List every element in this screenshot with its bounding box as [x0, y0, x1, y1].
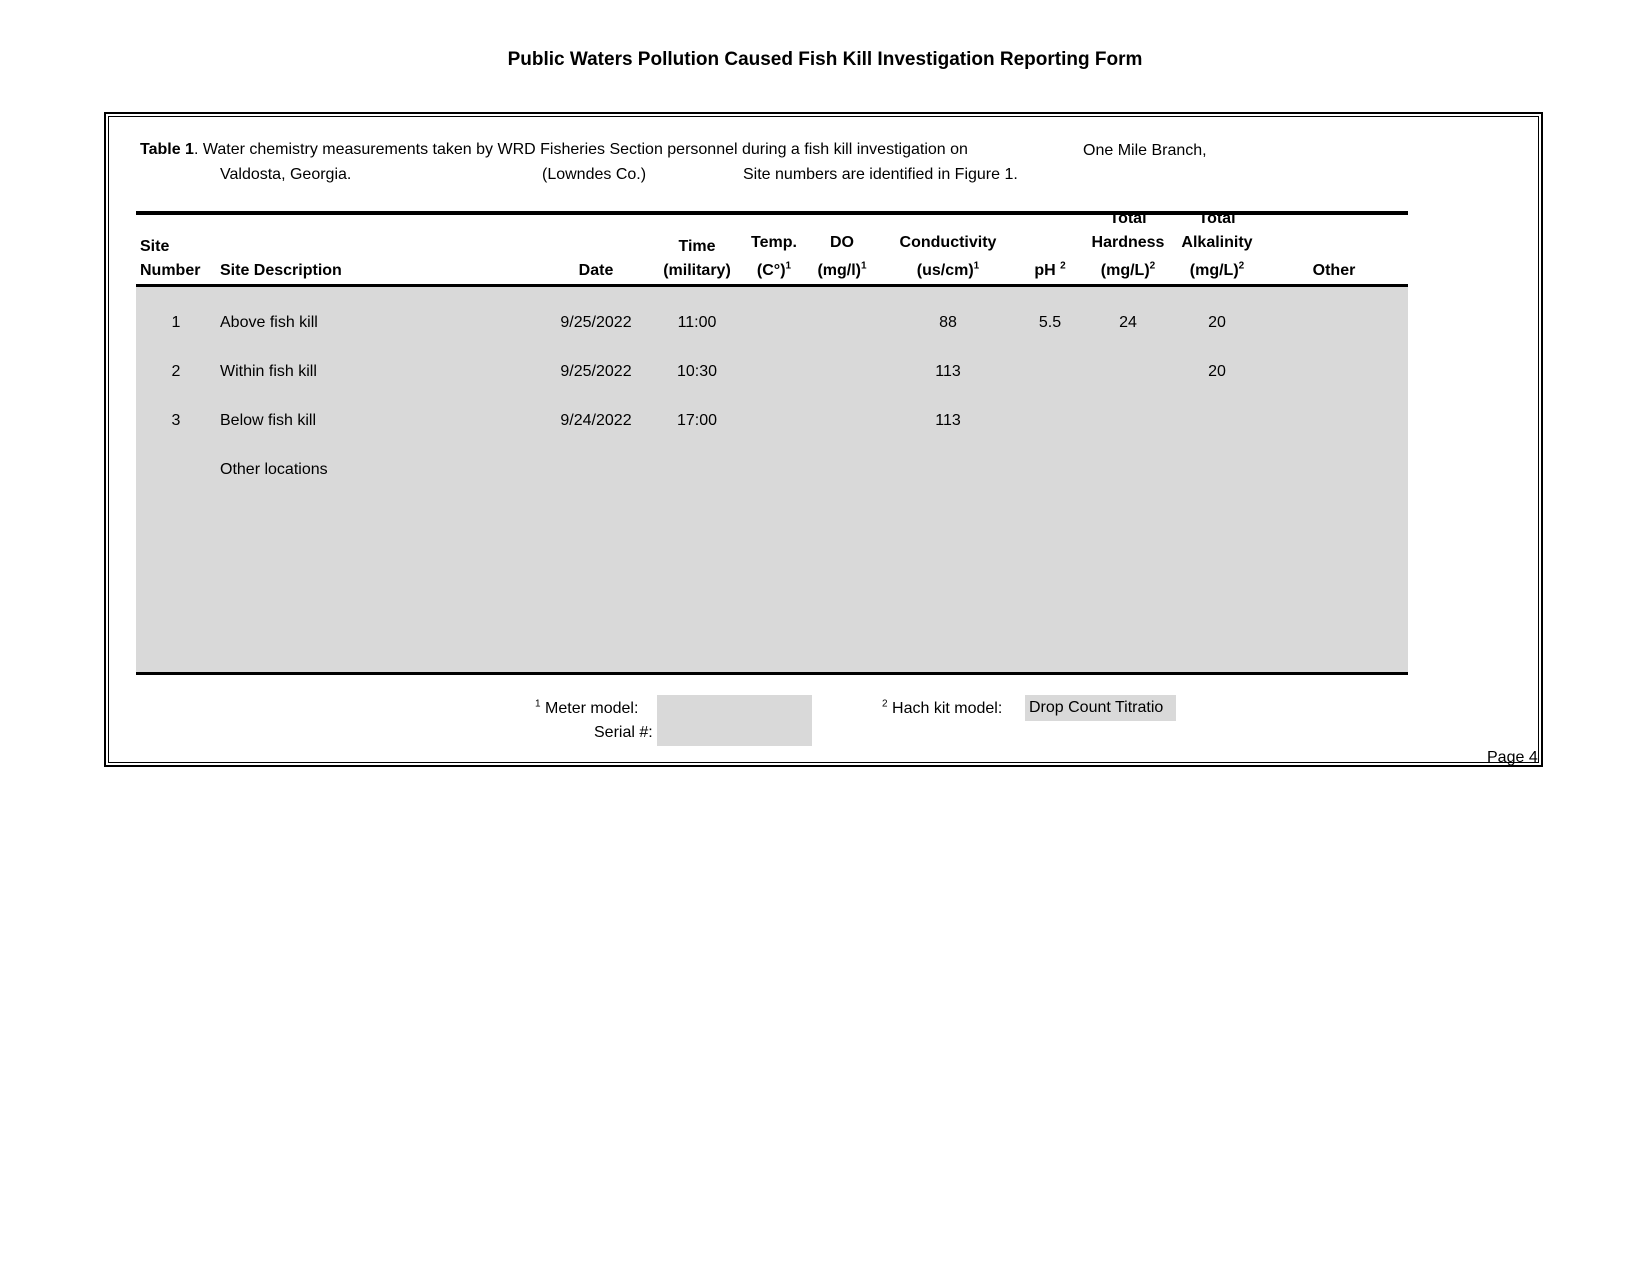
header-number: Number [140, 262, 201, 279]
footnote-marker: 2 [1149, 260, 1156, 272]
header-alkalinity: Alkalinity [1181, 234, 1253, 251]
cell-date[interactable]: 9/24/2022 [560, 412, 632, 429]
footnote-marker: 2 [882, 698, 888, 710]
header-do-unit: $(mg/l)^1$ [817, 260, 867, 279]
caption-county: (Lowndes Co.) [542, 166, 647, 183]
hach-kit-field[interactable] [1025, 695, 1176, 721]
header-hardness: Hardness [1091, 234, 1165, 251]
footnote-marker: 1 [973, 260, 980, 272]
cell-description[interactable]: Within fish kill [220, 363, 317, 380]
cell-site[interactable]: 1 [171, 314, 181, 331]
meter-model-field[interactable] [657, 695, 812, 746]
cell-description[interactable]: Below fish kill [220, 412, 317, 429]
header-hardness-unit: $(mg/L)^2$ [1100, 260, 1156, 279]
document-title: Public Waters Pollution Caused Fish Kill Investigation Reporting Form [507, 49, 1143, 70]
header-other: Other [1312, 262, 1356, 279]
cell-conductivity[interactable]: 113 [935, 412, 961, 429]
header-alkalinity-unit: $(mg/L)^2$ [1189, 260, 1245, 279]
header-hardness-total: Total [1109, 210, 1147, 227]
header-conductivity: Conductivity [899, 234, 997, 251]
header-date: Date [578, 262, 614, 279]
page-number: Page 4 [1487, 749, 1538, 766]
serial-label: Serial #: [594, 724, 653, 741]
caption-note: Site numbers are identified in Figure 1. [743, 166, 1018, 183]
footnote-marker: 2 [1238, 260, 1245, 272]
header-do: DO [830, 234, 854, 251]
cell-alkalinity[interactable]: 20 [1208, 363, 1226, 380]
caption-city: Valdosta, Georgia. [220, 166, 352, 183]
cell-time[interactable]: 11:00 [677, 314, 717, 331]
cell-ph[interactable]: 5.5 [1038, 314, 1062, 331]
data-entry-area[interactable] [136, 287, 1408, 673]
cell-time[interactable]: 10:30 [676, 363, 718, 380]
hach-kit-label: $^2$ Hach kit model: [882, 698, 1003, 717]
header-ph: pH $^2$ [1034, 260, 1066, 279]
cell-site[interactable]: 2 [171, 363, 181, 380]
header-site: Site [140, 238, 170, 255]
caption-waterbody: One Mile Branch, [1083, 142, 1207, 159]
cell-date[interactable]: 9/25/2022 [560, 314, 632, 331]
table-bottom-rule [136, 672, 1408, 675]
header-alkalinity-total: Total [1198, 210, 1236, 227]
footnote-marker: 1 [785, 260, 792, 272]
cell-description[interactable]: Other locations [220, 461, 328, 478]
header-temp-unit: $(C^\circ)^1$ [756, 260, 792, 279]
cell-conductivity[interactable]: 88 [939, 314, 957, 331]
meter-model-label: $^1$ Meter model: [535, 698, 639, 717]
hach-kit-value: Drop Count Titratio [1029, 699, 1164, 716]
footnote-marker: 1 [860, 260, 867, 272]
header-conductivity-unit: $(us/cm)^1$ [916, 260, 980, 279]
header-time: Time [678, 238, 716, 255]
cell-description[interactable]: Above fish kill [220, 314, 318, 331]
cell-date[interactable]: 9/25/2022 [560, 363, 632, 380]
footnote-marker: 1 [535, 698, 541, 710]
caption-text: . Water chemistry measurements taken by WRD Fisheries Section personnel during a fish kill investigation on [193, 141, 968, 158]
cell-hardness[interactable]: 24 [1119, 314, 1137, 331]
cell-site[interactable]: 3 [171, 412, 181, 429]
header-site-description: Site Description [220, 262, 342, 279]
header-temp: Temp. [751, 234, 797, 251]
table-label: Table 1 [140, 141, 194, 158]
footnote-marker: 2 [1060, 260, 1066, 272]
table-caption [140, 141, 968, 159]
header-time-unit: (military) [663, 262, 731, 279]
cell-conductivity[interactable]: 113 [935, 363, 961, 380]
cell-alkalinity[interactable]: 20 [1208, 314, 1226, 331]
cell-time[interactable]: 17:00 [676, 412, 718, 429]
